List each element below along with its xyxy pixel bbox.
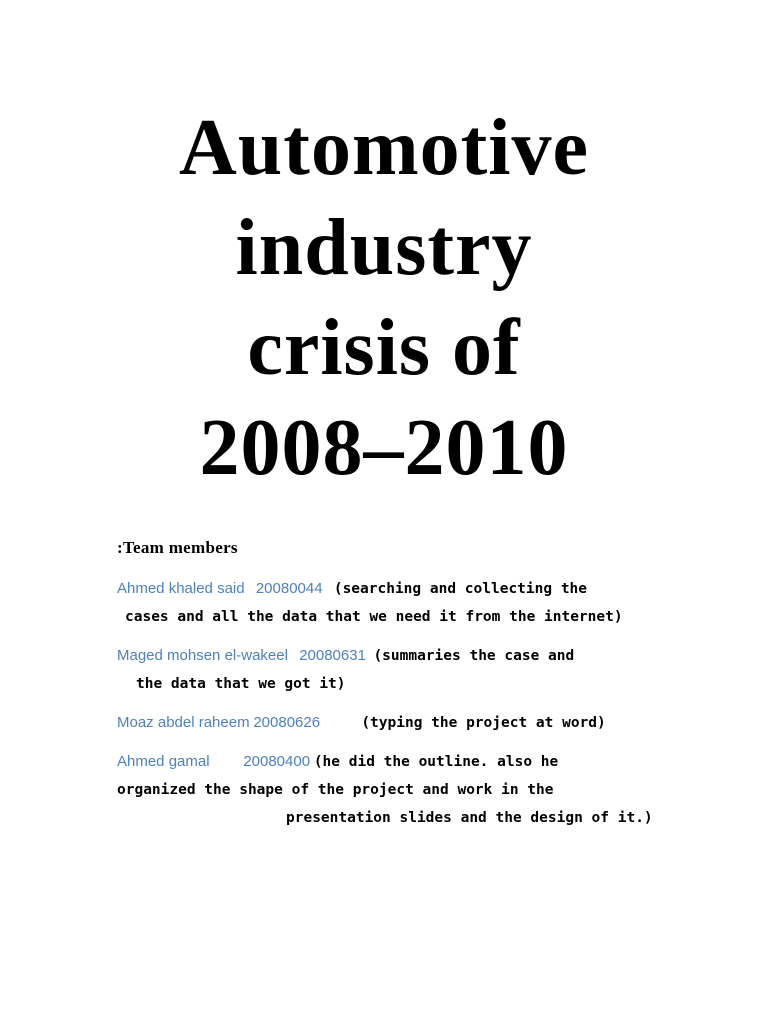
member-1-line-1 bbox=[0, 575, 768, 603]
member-id: 20080400 bbox=[243, 753, 311, 770]
member-3-line-1 bbox=[0, 709, 768, 737]
member-2-line-1 bbox=[0, 642, 768, 670]
member-name: Ahmed khaled said bbox=[117, 580, 245, 597]
team-member-2 bbox=[0, 642, 768, 698]
title-line-3: crisis of bbox=[247, 304, 521, 392]
member-description: (summaries the case and bbox=[373, 648, 575, 664]
document-title bbox=[0, 98, 768, 498]
team-members-heading: :Team members bbox=[117, 538, 238, 557]
member-4-line-2 bbox=[0, 776, 768, 804]
member-name: Moaz abdel raheem bbox=[117, 714, 250, 731]
member-1-line-2 bbox=[0, 603, 768, 631]
team-member-1 bbox=[0, 575, 768, 631]
member-name: Maged mohsen el-wakeel bbox=[117, 647, 288, 664]
team-member-3 bbox=[0, 709, 768, 737]
title-line-1: Automotive bbox=[179, 104, 589, 192]
member-description: (typing the project at word) bbox=[361, 715, 606, 731]
member-id: 20080044 bbox=[255, 580, 323, 597]
member-4-line-1 bbox=[0, 748, 768, 776]
member-description-continued: the data that we got it) bbox=[136, 676, 346, 692]
member-id: 20080631 bbox=[299, 647, 366, 664]
member-description-continued: presentation slides and the design of it.) bbox=[286, 810, 653, 826]
member-description: (he did the outline. also he bbox=[313, 754, 559, 770]
member-description-continued: cases and all the data that we need it from the internet) bbox=[125, 609, 623, 625]
member-name: Ahmed gamal bbox=[117, 753, 210, 770]
member-4-line-3 bbox=[0, 804, 768, 832]
member-id: 20080626 bbox=[253, 714, 321, 731]
member-description-continued: organized the shape of the project and work in the bbox=[117, 782, 554, 798]
title-line-4: 2008–2010 bbox=[199, 404, 569, 492]
title-line-2: industry bbox=[235, 204, 533, 292]
member-2-line-2 bbox=[0, 670, 768, 698]
team-member-4 bbox=[0, 748, 768, 832]
member-description: (searching and collecting the bbox=[333, 581, 588, 597]
